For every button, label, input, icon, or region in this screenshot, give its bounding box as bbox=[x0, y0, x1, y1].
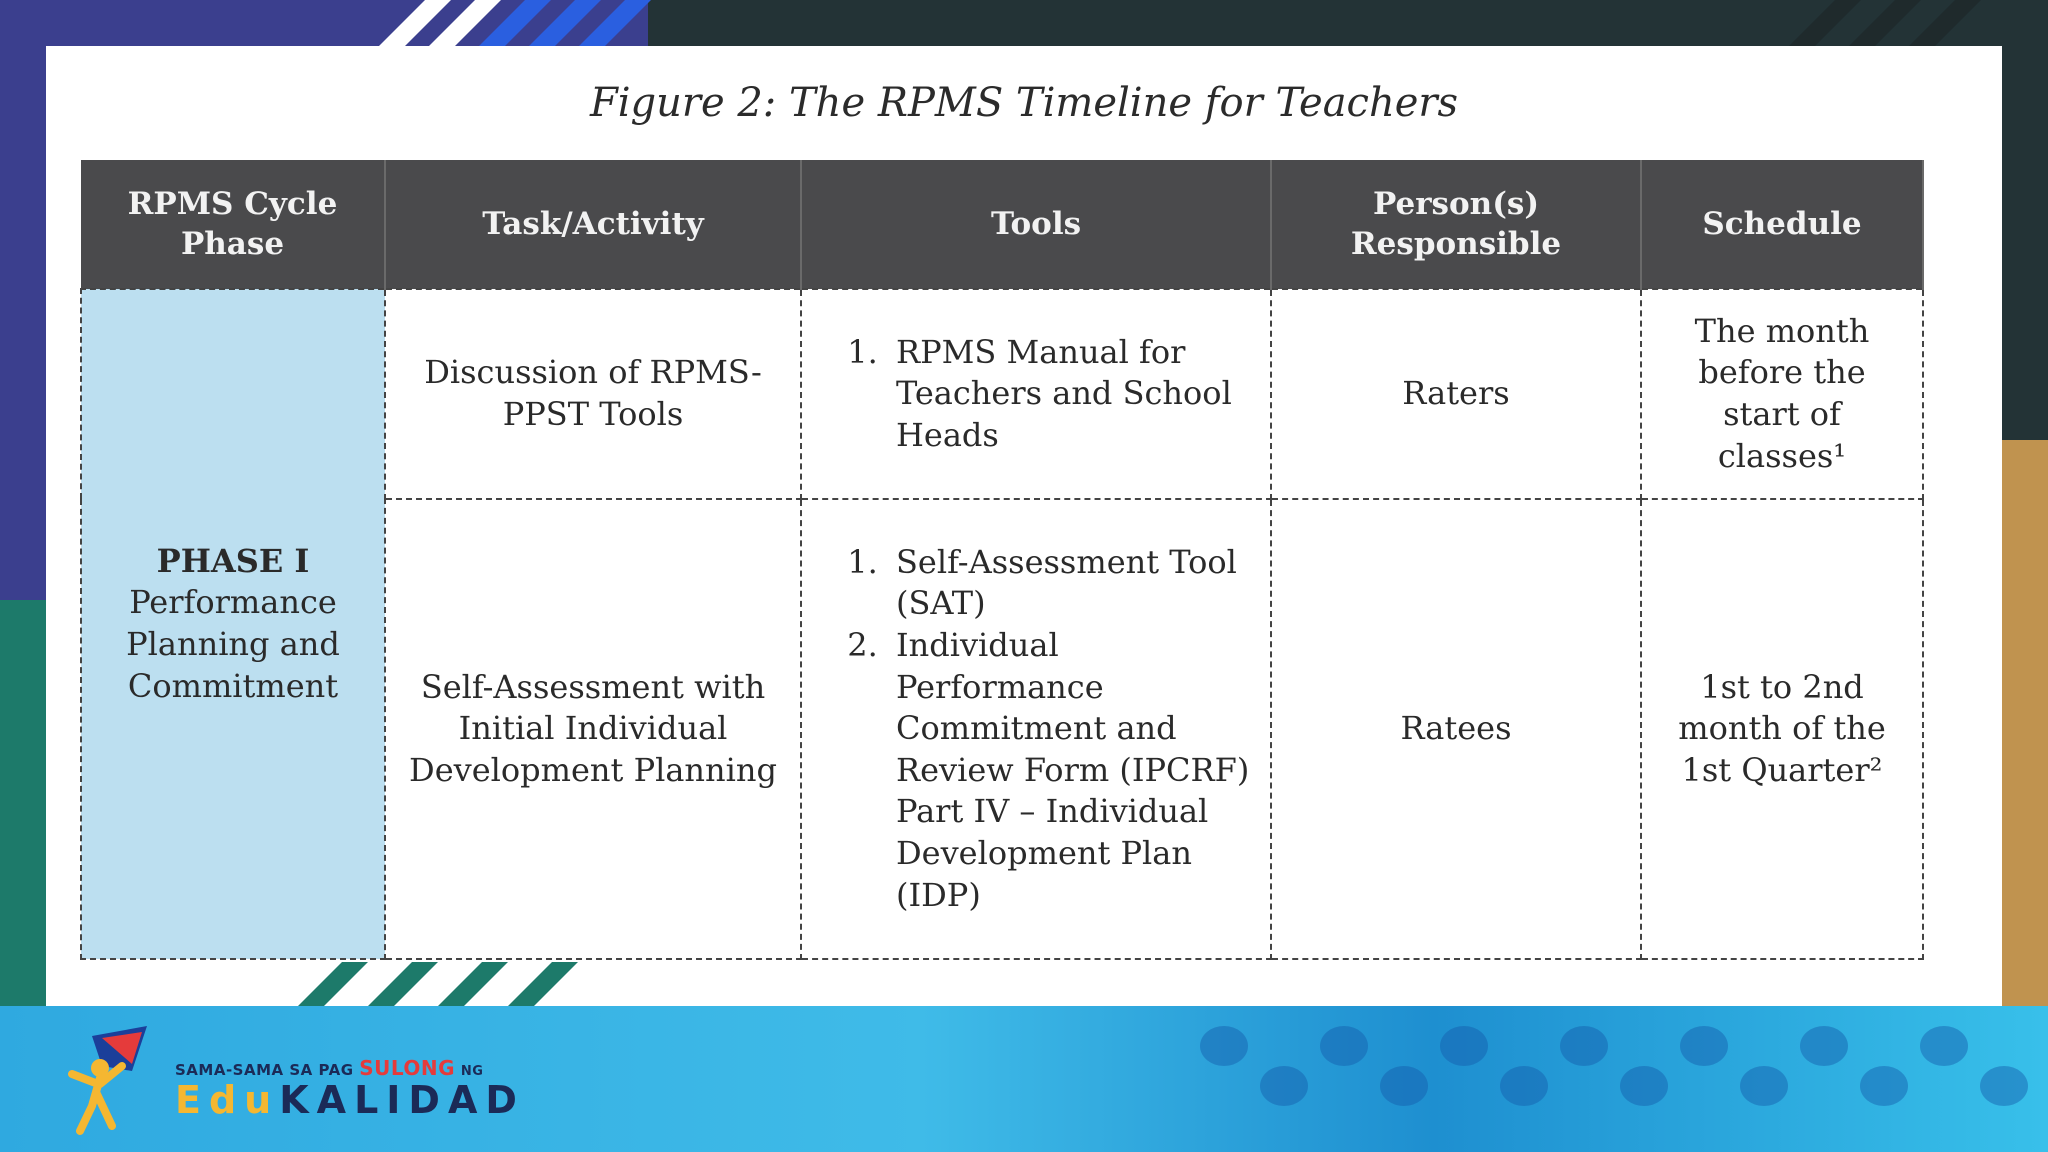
header-rpms-cycle-phase: RPMS Cycle Phase bbox=[81, 160, 385, 289]
footer-banner bbox=[0, 1006, 2048, 1152]
schedule-cell: 1st to 2nd month of the 1st Quarter² bbox=[1641, 499, 1923, 959]
rpms-timeline-table bbox=[80, 160, 1924, 960]
tagline-suffix: NG bbox=[460, 1064, 484, 1079]
persons-cell: Ratees bbox=[1271, 499, 1641, 959]
table-header-row bbox=[81, 160, 1923, 289]
brand-kalidad: KALIDAD bbox=[279, 1078, 525, 1122]
header-schedule: Schedule bbox=[1641, 160, 1923, 289]
task-cell: Self-Assessment with Initial Individual Development Planning bbox=[385, 499, 801, 959]
phase-label: PHASE I bbox=[156, 541, 310, 580]
figure-title: Figure 2: The RPMS Timeline for Teachers bbox=[589, 80, 1459, 126]
slide-card bbox=[46, 46, 2002, 1006]
table-row bbox=[81, 289, 1923, 499]
tools-list bbox=[818, 332, 1254, 457]
task-cell: Discussion of RPMS-PPST Tools bbox=[385, 289, 801, 499]
tools-cell bbox=[801, 289, 1271, 499]
tagline-highlight: SULONG bbox=[359, 1056, 456, 1080]
tool-item: 1. RPMS Manual for Teachers and School Heads bbox=[888, 332, 1254, 457]
brand-name bbox=[175, 1078, 525, 1122]
tool-item: 2. Individual Performance Commitment and Review Form (IPCRF) Part IV – Individual Development Plan (IDP) bbox=[888, 625, 1254, 916]
tools-list bbox=[818, 542, 1254, 916]
phase-name: Performance Planning and Commitment bbox=[126, 583, 340, 705]
schedule-cell: The month before the start of classes¹ bbox=[1641, 289, 1923, 499]
brand-tagline bbox=[175, 1056, 483, 1080]
header-tools: Tools bbox=[801, 160, 1271, 289]
tagline-prefix: SAMA-SAMA SA PAG bbox=[175, 1061, 354, 1079]
phase-cell bbox=[81, 289, 385, 959]
header-task-activity: Task/Activity bbox=[385, 160, 801, 289]
persons-cell: Raters bbox=[1271, 289, 1641, 499]
tool-item: 1. Self-Assessment Tool (SAT) bbox=[888, 542, 1254, 625]
deped-child-flag-icon bbox=[62, 1026, 152, 1136]
header-persons-responsible: Person(s) Responsible bbox=[1271, 160, 1641, 289]
tools-cell bbox=[801, 499, 1271, 959]
brand-edu: Edu bbox=[175, 1078, 280, 1122]
